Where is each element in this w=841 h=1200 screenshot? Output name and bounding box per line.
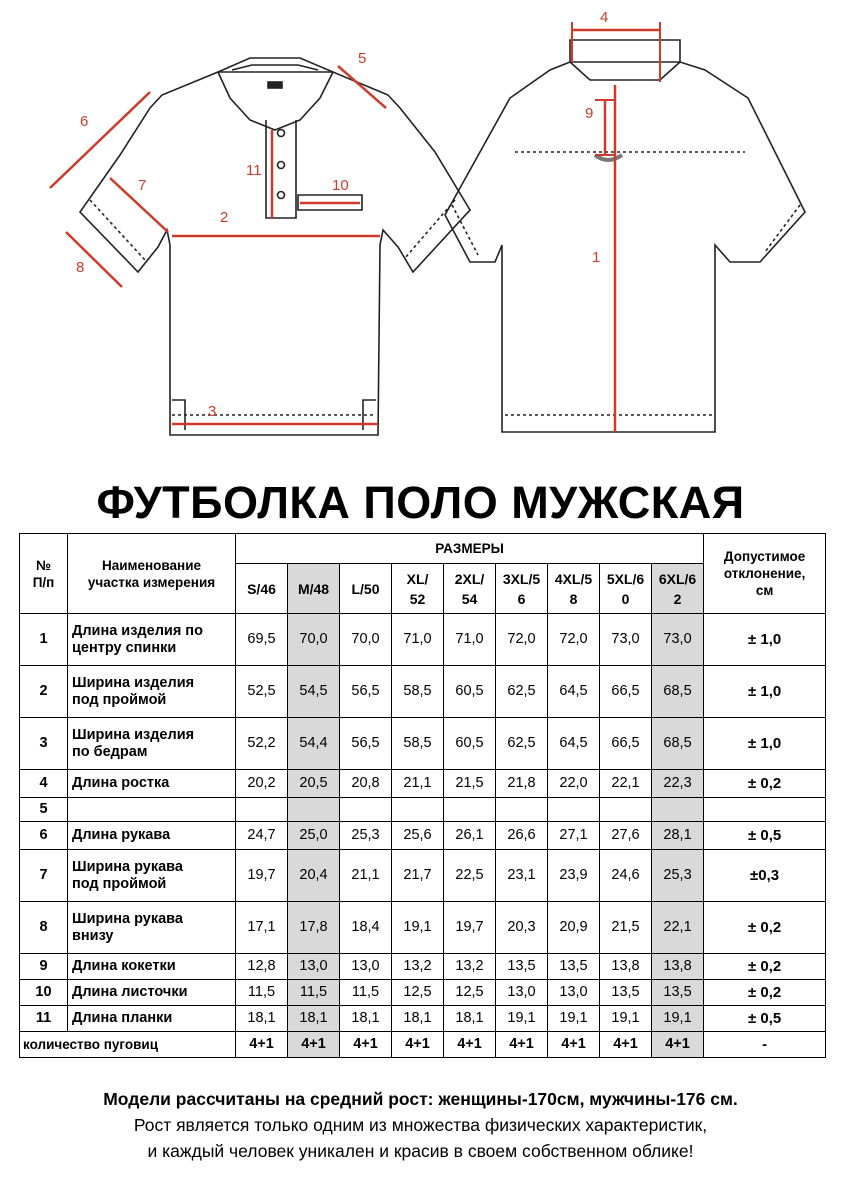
table-row [20,980,826,1006]
row-number: 8 [20,902,68,954]
table-row [20,614,826,666]
header-sizes-group: РАЗМЕРЫ [236,534,704,564]
table-row [20,718,826,770]
measure-label: 9 [585,105,594,122]
footer-note [0,1086,841,1164]
measurement-name: Длина планки [68,1006,236,1032]
size-value-cell: 13,8 [652,954,704,980]
size-value-cell: 64,5 [548,718,600,770]
polo-shirt-diagram [0,0,841,470]
size-value-cell: 19,7 [236,850,288,902]
measurement-name: Длина листочки [68,980,236,1006]
size-value-cell: 73,0 [600,614,652,666]
size-value-cell: 12,5 [444,980,496,1006]
back-view [445,40,805,432]
size-value-cell: 26,6 [496,822,548,850]
size-value-cell: 13,5 [548,954,600,980]
measure-label: 11 [246,162,262,179]
header-name: Наименование участка измерения [68,534,236,614]
size-value-cell: 18,4 [340,902,392,954]
size-value-cell: 13,0 [548,980,600,1006]
buttons-count-cell: 4+1 [444,1032,496,1058]
size-value-cell: 20,9 [548,902,600,954]
button [278,130,285,137]
row-number: 11 [20,1006,68,1032]
front-view [80,58,470,435]
measure-line-5 [338,66,386,108]
size-value-cell: 66,5 [600,718,652,770]
size-value-cell: 20,2 [236,770,288,798]
size-value-cell: 21,5 [600,902,652,954]
size-value-cell: 13,8 [600,954,652,980]
size-value-cell: 25,0 [288,822,340,850]
size-value-cell: 69,5 [236,614,288,666]
row-number: 2 [20,666,68,718]
measurement-name: Ширина изделия по бедрам [68,718,236,770]
size-value-cell: 13,0 [288,954,340,980]
header-tolerance: Допустимое отклонение, см [704,534,826,614]
size-value-cell: 13,2 [392,954,444,980]
buttons-count-cell: 4+1 [288,1032,340,1058]
size-value-cell: 20,4 [288,850,340,902]
collar-label [268,82,282,88]
size-value-cell: 22,1 [652,902,704,954]
measure-label: 2 [220,209,229,226]
buttons-count-cell: 4+1 [548,1032,600,1058]
table-header-row [20,534,826,564]
size-value-cell: 25,3 [652,850,704,902]
button [278,162,285,169]
measurement-name: Ширина рукава внизу [68,902,236,954]
size-value-cell: 18,1 [444,1006,496,1032]
size-value-cell: 58,5 [392,718,444,770]
size-value-cell: 52,5 [236,666,288,718]
tolerance-cell: ± 1,0 [704,614,826,666]
size-value-cell: 13,5 [496,954,548,980]
size-value-cell: 17,8 [288,902,340,954]
buttons-count-label: количество пуговиц [20,1032,236,1058]
measure-label: 8 [76,259,85,276]
row-number: 1 [20,614,68,666]
buttons-count-cell: 4+1 [392,1032,444,1058]
tolerance-cell: ± 0,2 [704,902,826,954]
size-value-cell: 21,7 [392,850,444,902]
measure-label: 10 [332,177,349,194]
measurement-name: Длина изделия по центру спинки [68,614,236,666]
size-header-cell: XL/ 52 [392,564,444,614]
row-number: 6 [20,822,68,850]
measure-label: 5 [358,50,367,67]
table-row [20,822,826,850]
size-value-cell: 22,0 [548,770,600,798]
tolerance-cell: ± 1,0 [704,718,826,770]
tolerance-cell: ± 0,5 [704,1006,826,1032]
table-row [20,666,826,718]
back-body-outline [445,62,805,432]
size-value-cell: 19,1 [496,1006,548,1032]
size-value-cell: 18,1 [288,1006,340,1032]
size-value-cell: 11,5 [236,980,288,1006]
size-value-cell: 25,6 [392,822,444,850]
row-number: 10 [20,980,68,1006]
measure-line-6 [50,92,150,188]
size-value-cell: 13,2 [444,954,496,980]
size-value-cell: 72,0 [496,614,548,666]
table-row [20,954,826,980]
size-value-cell [340,798,392,822]
row-number: 5 [20,798,68,822]
measurement-name: Длина кокетки [68,954,236,980]
measure-label: 4 [600,9,609,26]
tolerance-cell: - [704,1032,826,1058]
size-header-cell: L/50 [340,564,392,614]
size-value-cell: 21,1 [392,770,444,798]
page-title: ФУТБОЛКА ПОЛО МУЖСКАЯ [96,477,745,528]
row-number: 9 [20,954,68,980]
size-value-cell: 22,3 [652,770,704,798]
size-value-cell: 18,1 [340,1006,392,1032]
size-value-cell: 13,5 [600,980,652,1006]
size-value-cell: 68,5 [652,666,704,718]
table-row [20,798,826,822]
front-sleeve-right-cuff [405,200,455,258]
size-header-cell: M/48 [288,564,340,614]
row-number: 4 [20,770,68,798]
size-value-cell: 54,5 [288,666,340,718]
size-value-cell: 60,5 [444,666,496,718]
tolerance-cell: ± 0,2 [704,770,826,798]
collar-inner [232,65,318,70]
size-value-cell: 18,1 [236,1006,288,1032]
size-value-cell: 12,8 [236,954,288,980]
size-value-cell: 19,1 [392,902,444,954]
size-value-cell: 19,1 [548,1006,600,1032]
size-value-cell: 25,3 [340,822,392,850]
tolerance-cell [704,798,826,822]
measure-label: 6 [80,113,89,130]
size-value-cell: 11,5 [340,980,392,1006]
size-value-cell: 11,5 [288,980,340,1006]
measurement-name: Ширина изделия под проймой [68,666,236,718]
size-value-cell: 19,1 [600,1006,652,1032]
size-header-cell: 5XL/6 0 [600,564,652,614]
size-value-cell: 70,0 [340,614,392,666]
size-value-cell: 60,5 [444,718,496,770]
size-value-cell: 70,0 [288,614,340,666]
measure-line-8 [66,232,122,287]
size-header-cell: 3XL/5 6 [496,564,548,614]
size-value-cell [392,798,444,822]
measure-label: 1 [592,249,601,266]
measure-label: 7 [138,177,147,194]
size-value-cell: 20,3 [496,902,548,954]
size-value-cell: 24,7 [236,822,288,850]
size-value-cell: 66,5 [600,666,652,718]
row-number: 3 [20,718,68,770]
size-value-cell: 18,1 [392,1006,444,1032]
size-value-cell: 52,2 [236,718,288,770]
size-value-cell: 24,6 [600,850,652,902]
button [278,192,285,199]
size-value-cell [288,798,340,822]
size-value-cell [236,798,288,822]
size-value-cell: 68,5 [652,718,704,770]
size-value-cell: 21,8 [496,770,548,798]
size-value-cell: 62,5 [496,666,548,718]
buttons-count-cell: 4+1 [340,1032,392,1058]
size-value-cell: 73,0 [652,614,704,666]
tolerance-cell: ± 0,5 [704,822,826,850]
table-row [20,770,826,798]
size-value-cell: 22,1 [600,770,652,798]
tolerance-cell: ± 0,2 [704,980,826,1006]
size-value-cell: 62,5 [496,718,548,770]
header-num: № П/п [20,534,68,614]
size-value-cell: 13,0 [340,954,392,980]
size-value-cell: 23,9 [548,850,600,902]
size-value-cell: 56,5 [340,718,392,770]
buttons-count-cell: 4+1 [600,1032,652,1058]
size-value-cell: 26,1 [444,822,496,850]
size-value-cell: 71,0 [392,614,444,666]
tolerance-cell: ± 0,2 [704,954,826,980]
size-value-cell: 58,5 [392,666,444,718]
size-value-cell [652,798,704,822]
table-row [20,1006,826,1032]
size-value-cell: 13,0 [496,980,548,1006]
size-value-cell: 21,5 [444,770,496,798]
size-value-cell: 28,1 [652,822,704,850]
buttons-count-cell: 4+1 [652,1032,704,1058]
size-value-cell [496,798,548,822]
size-value-cell: 64,5 [548,666,600,718]
tolerance-cell: ±0,3 [704,850,826,902]
size-value-cell: 19,1 [652,1006,704,1032]
size-value-cell: 20,5 [288,770,340,798]
size-value-cell: 13,5 [652,980,704,1006]
size-value-cell: 56,5 [340,666,392,718]
buttons-count-cell: 4+1 [496,1032,548,1058]
size-value-cell [600,798,652,822]
size-value-cell: 27,1 [548,822,600,850]
footer-line: Модели рассчитаны на средний рост: женщины-170см, мужчины-176 см. [103,1089,738,1109]
back-sleeve-left-cuff [452,205,478,255]
size-value-cell [548,798,600,822]
size-value-cell: 54,4 [288,718,340,770]
size-value-cell: 23,1 [496,850,548,902]
measurement-name [68,798,236,822]
size-value-cell: 27,6 [600,822,652,850]
footer-line: Рост является только одним из множества физических характеристик, [133,1115,708,1135]
size-table [19,533,826,1058]
size-value-cell: 12,5 [392,980,444,1006]
measure-label: 3 [208,403,217,420]
back-sleeve-right-cuff [765,205,800,252]
table-row [20,902,826,954]
size-value-cell: 21,1 [340,850,392,902]
measurement-name: Длина ростка [68,770,236,798]
row-number: 7 [20,850,68,902]
measurement-name: Длина рукава [68,822,236,850]
size-value-cell: 20,8 [340,770,392,798]
tolerance-cell: ± 1,0 [704,666,826,718]
back-collar [570,40,680,80]
measurement-lines [50,30,660,432]
size-header-cell: 6XL/6 2 [652,564,704,614]
size-value-cell: 19,7 [444,902,496,954]
table-row [20,850,826,902]
size-value-cell: 17,1 [236,902,288,954]
measurement-name: Ширина рукава под проймой [68,850,236,902]
size-value-cell [444,798,496,822]
size-header-cell: S/46 [236,564,288,614]
size-value-cell: 71,0 [444,614,496,666]
footer-line: и каждый человек уникален и красив в своем собственном облике! [147,1141,694,1161]
size-value-cell: 72,0 [548,614,600,666]
table-row-buttons [20,1032,826,1058]
buttons-count-cell: 4+1 [236,1032,288,1058]
size-header-cell: 4XL/5 8 [548,564,600,614]
size-value-cell: 22,5 [444,850,496,902]
size-header-cell: 2XL/ 54 [444,564,496,614]
